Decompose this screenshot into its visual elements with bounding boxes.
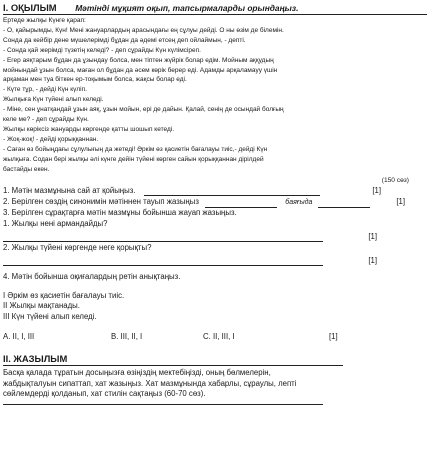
text-line: Жылқы көріксіз жануарды көргенде қатты шошып кетеді. [3,125,175,133]
question-4 [3,271,427,282]
option-a[interactable]: A. II, I, III [3,332,35,341]
text-line: - Жоқ-жоқ! - дейді қорыққаннан. [3,135,99,143]
writing-line: Басқа қалада тұратын досыңызға өзіңіздің мектебіңізді, оның бөлмелерін, [3,368,271,377]
text-line: - Міне, сен ұнатқандай ұзын аяқ, ұзын мойын, ері де дайын. Қалай, сенің де осындай болғың [3,106,284,114]
writing-title: II. ЖАЗЫЛЫМ [3,353,68,364]
text-line: жылқыға. Содан бері жылқы әлі күнге дейін түйені көрген сайын қорыққаннан дірілдей [3,155,264,163]
writing-line: сөйлемдерді қолданып, хат стилін сақтаңыз (60-70 сөз). [3,389,206,398]
text-line: Жылқыға Күн түйені алып келеді. [3,96,104,104]
event-item: III Күн түйені алып келеді. [3,311,97,321]
answer-options [3,332,427,344]
question-2-word: баяғыда [285,198,313,206]
text-line: мойнындай ұзын болса, маған ол бұдан да әсем көрік берер еді. Адамды арқаламауу үшін [3,66,278,74]
question-3b-text: 2. Жылқы түйені көргенде неге қорықты? [3,242,152,252]
question-2 [3,196,427,207]
header-divider [3,14,427,15]
question-3b-score: [1] [368,255,377,265]
question-4-score: [1] [329,332,338,341]
writing-line: жабдықталуын сипаттап, хат жазыңыз. Хат мазмұнында хабарлы, сұраулы, лепті [3,378,297,388]
question-2-text: 2. Берілген сөздің синонимін мәтіннен тауып жазыңыз [3,196,199,206]
question-3b-answer-line[interactable] [3,257,323,266]
question-3a-answer-line[interactable] [3,233,323,242]
writing-divider [3,365,343,366]
text-line: Ертеде жылқы Күнге қарап: [3,17,86,24]
writing-answer-line[interactable] [3,400,323,405]
reading-title: I. ОҚЫЛЫМ [3,2,57,13]
writing-task [3,368,427,400]
question-3a-text: 1. Жылқы нені армандайды? [3,218,108,228]
question-3a-answer-row [3,229,427,242]
option-b[interactable]: B. III, II, I [111,332,143,341]
question-3a [3,218,427,229]
question-4-text: 4. Мәтін бойынша оқиғалардың ретін анықтаңыз. [3,271,181,281]
event-list [3,291,427,323]
question-1-score: [1] [372,185,381,195]
word-count: (150 сөз) [381,176,409,184]
reading-instruction: Мәтінді мұқият оқып, тапсырмаларды орындаңыз. [75,3,299,13]
writing-section-header [3,353,427,365]
text-line: - Саған өз бойыңдағы сұлулығың да жетеді! Әркім өз қасиетін бағалауы тиіс,- дейді Күн [3,145,268,153]
text-line: келе ме? - деп сұрайды Күн. [3,116,89,124]
question-1-answer-line[interactable] [144,187,320,196]
reading-section-header [3,2,427,14]
text-line: бастайды екен. [3,165,50,173]
question-1 [3,185,427,196]
text-line: арқаман мен туа біткен ер-тоқымым болса, жақсы болар еді. [3,76,187,84]
event-item: II Жылқы мақтанады. [3,301,80,310]
question-3b [3,242,427,253]
event-item: I Әркім өз қасиетін бағалауы тиіс. [3,290,125,300]
question-3-text: 3. Берілген сұрақтарға мәтін мазмұны бойынша жауап жазыңыз. [3,207,237,217]
text-line: Сонда да кейбір дене мүшелерімді бұдан да әдемі етсең деп ойлаймын, - депті. [3,36,246,44]
text-line: - Егер аяқтарым бұдан да ұзындау болса, мен тіптен жүйрік болар едім. Мойным аққудың [3,56,274,64]
question-3a-score: [1] [368,231,377,241]
question-3b-answer-row [3,253,427,266]
question-1-text: 1. Мәтін мазмұнына сай ат қойыңыз. [3,185,136,195]
reading-text [3,16,427,175]
text-line: - О, қайырымды, Күн! Мені жануарлардың арасындағы ең сұлуы дейді. О ны өзім де білемін. [3,26,284,34]
option-c[interactable]: C. II, III, I [203,332,235,341]
text-line: - Сонда қай жерімді түзетің келеді? - деп сұрайды Күн күлімсіреп. [3,46,201,54]
question-2-score: [1] [396,196,405,206]
question-3 [3,207,427,218]
worksheet-page [3,2,427,405]
text-line: - Күте тұр, - дейді Күн күліп. [3,86,87,94]
